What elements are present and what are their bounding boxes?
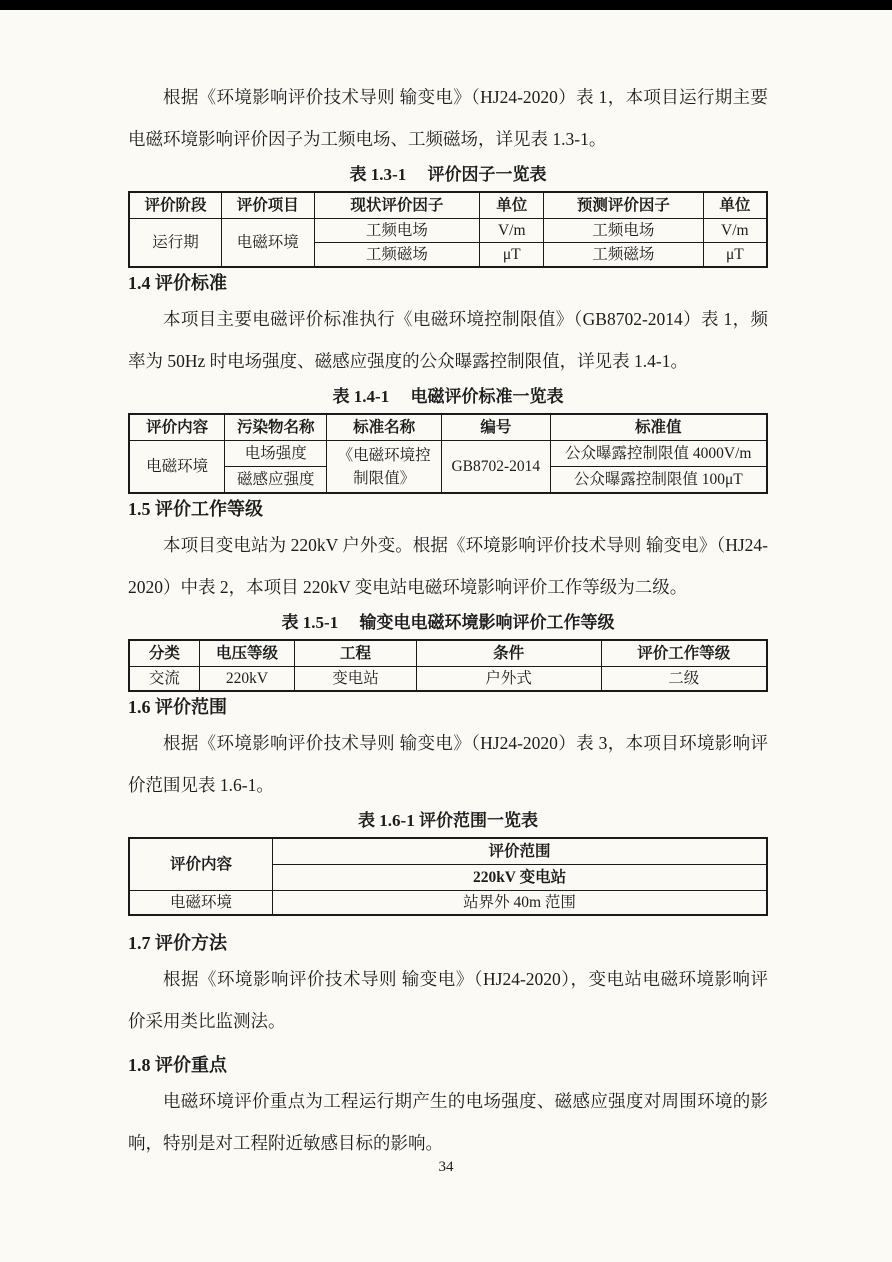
section-1-6-paragraph: 根据《环境影响评价技术导则 输变电》（HJ24-2020）表 3，本项目环境影响评价范围见表 1.6-1。	[128, 733, 768, 795]
table-work-grade	[128, 639, 768, 692]
section-heading-1-4: 1.4 评价标准	[128, 273, 227, 293]
scan-edge-bar	[0, 0, 892, 10]
table-header-row	[129, 192, 767, 219]
table-header-cell: 标准名称	[327, 414, 442, 441]
table-141-caption: 表 1.4-1 电磁评价标准一览表	[332, 387, 564, 406]
table-cell: 磁感应强度	[225, 467, 327, 494]
section-heading-1-7: 1.7 评价方法	[128, 933, 227, 953]
section-heading-1-5: 1.5 评价工作等级	[128, 499, 263, 519]
table-cell: 工频磁场	[544, 243, 704, 268]
table-row	[129, 219, 767, 243]
table-header-cell: 分类	[129, 640, 199, 667]
table-cell: μT	[703, 243, 767, 268]
table-row	[129, 891, 767, 916]
page-content	[0, 10, 892, 1164]
table-cell: μT	[480, 243, 544, 268]
table-cell: 220kV	[199, 667, 295, 692]
table-cell: 户外式	[416, 667, 601, 692]
table-header-row	[129, 640, 767, 667]
table-header-cell: 工程	[295, 640, 416, 667]
table-header-cell: 预测评价因子	[544, 192, 704, 219]
section-1-4-paragraph: 本项目主要电磁评价标准执行《电磁环境控制限值》（GB8702-2014）表 1，频率为 50Hz 时电场强度、磁感应强度的公众曝露控制限值，详见表 1.4-1。	[128, 309, 768, 371]
table-header-cell: 污染物名称	[225, 414, 327, 441]
table-header-cell: 评价内容	[129, 414, 225, 441]
table-em-standards	[128, 413, 768, 494]
table-row	[129, 441, 767, 467]
table-cell: GB8702-2014	[442, 441, 550, 494]
table-row	[129, 667, 767, 692]
table-header-cell: 单位	[480, 192, 544, 219]
table-header-cell: 标准值	[550, 414, 767, 441]
table-header-cell: 现状评价因子	[314, 192, 480, 219]
section-heading-1-8: 1.8 评价重点	[128, 1055, 227, 1075]
table-cell: 公众曝露控制限值 4000V/m	[550, 441, 767, 467]
table-cell: 《电磁环境控制限值》	[327, 441, 442, 494]
table-header-cell: 评价阶段	[129, 192, 222, 219]
intro-paragraph: 根据《环境影响评价技术导则 输变电》（HJ24-2020）表 1，本项目运行期主要电磁环境影响评价因子为工频电场、工频磁场，详见表 1.3-1。	[128, 87, 768, 149]
table-cell: 二级	[601, 667, 767, 692]
page-number: 34	[438, 1159, 454, 1175]
table-131-caption: 表 1.3-1 评价因子一览表	[349, 165, 547, 184]
table-cell: 电磁环境	[222, 219, 315, 268]
table-cell: 运行期	[129, 219, 222, 268]
section-1-8-paragraph: 电磁环境评价重点为工程运行期产生的电场强度、磁感应强度对周围环境的影响，特别是对工程附近敏感目标的影响。	[128, 1091, 768, 1153]
table-161-caption: 表 1.6-1 评价范围一览表	[358, 811, 538, 830]
table-header-cell: 评价工作等级	[601, 640, 767, 667]
table-cell: 工频电场	[314, 219, 480, 243]
table-cell: 电磁环境	[129, 891, 273, 916]
table-header-cell: 条件	[416, 640, 601, 667]
table-cell: 公众曝露控制限值 100μT	[550, 467, 767, 494]
section-1-7-paragraph: 根据《环境影响评价技术导则 输变电》（HJ24-2020），变电站电磁环境影响评价采用类比监测法。	[128, 969, 768, 1031]
table-header-cell: 单位	[703, 192, 767, 219]
table-header-row	[129, 838, 767, 865]
table-cell: 电场强度	[225, 441, 327, 467]
table-151-caption: 表 1.5-1 输变电电磁环境影响评价工作等级	[281, 613, 615, 632]
table-header-cell: 220kV 变电站	[273, 865, 767, 891]
section-1-5-paragraph: 本项目变电站为 220kV 户外变。根据《环境影响评价技术导则 输变电》（HJ24-2020）中表 2，本项目 220kV 变电站电磁环境影响评价工作等级为二级。	[128, 535, 768, 597]
table-header-cell: 评价项目	[222, 192, 315, 219]
table-cell: V/m	[480, 219, 544, 243]
table-cell: 交流	[129, 667, 199, 692]
table-header-cell: 评价范围	[273, 838, 767, 865]
table-header-cell: 编号	[442, 414, 550, 441]
table-header-row	[129, 414, 767, 441]
table-header-cell: 评价内容	[129, 838, 273, 891]
table-header-cell: 电压等级	[199, 640, 295, 667]
table-evaluation-factors	[128, 191, 768, 268]
table-evaluation-scope	[128, 837, 768, 916]
table-cell: 电磁环境	[129, 441, 225, 494]
table-cell: 站界外 40m 范围	[273, 891, 767, 916]
section-heading-1-6: 1.6 评价范围	[128, 697, 227, 717]
table-cell: 工频磁场	[314, 243, 480, 268]
table-cell: V/m	[703, 219, 767, 243]
table-cell: 工频电场	[544, 219, 704, 243]
table-cell: 变电站	[295, 667, 416, 692]
